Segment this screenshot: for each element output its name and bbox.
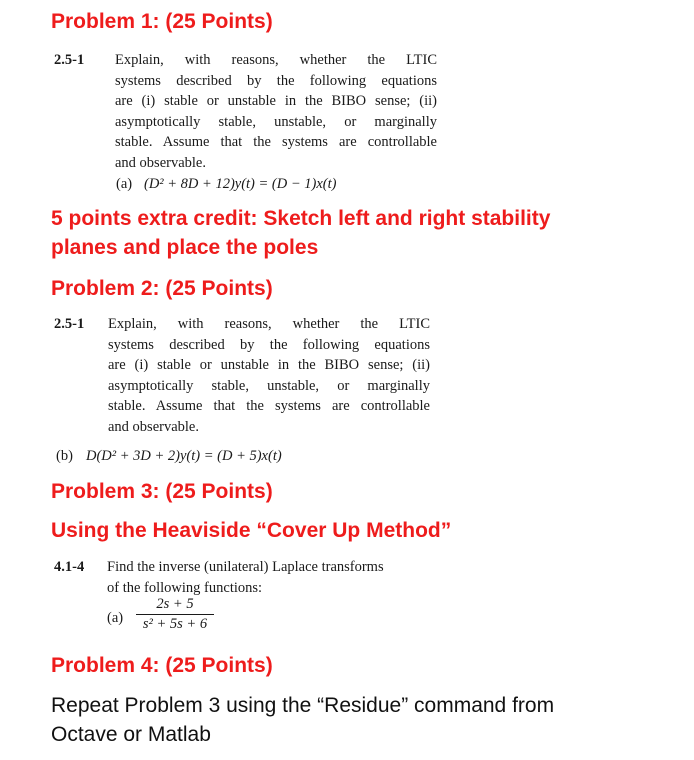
problem2-excerpt-line-2: systems described by the following equations: [108, 336, 430, 353]
problem4-text-line-2: Octave or Matlab: [51, 723, 211, 746]
problem2-excerpt-number: 2.5-1: [54, 316, 85, 332]
problem1-excerpt-line-1: Explain, with reasons, whether the LTIC: [115, 52, 437, 68]
extra-credit-line-2: planes and place the poles: [51, 236, 319, 259]
problem3-excerpt-line-1: Find the inverse (unilateral) Laplace transforms: [107, 559, 384, 575]
problem3-part-label: (a): [107, 610, 124, 626]
problem2-textbook-excerpt: [54, 314, 431, 464]
problem1-excerpt-line-3: are (i) stable or unstable in the BIBO sense; (ii): [115, 93, 437, 110]
problem3-heading: Problem 3: (25 Points): [51, 480, 273, 503]
problem3-fraction: [136, 596, 214, 633]
problem2-heading: Problem 2: (25 Points): [51, 277, 273, 300]
problem2-excerpt-line-3: are (i) stable or unstable in the BIBO sense; (ii): [108, 357, 430, 374]
problem1-excerpt-number: 2.5-1: [54, 52, 85, 68]
problem1-textbook-excerpt: [54, 50, 437, 200]
problem1-equation: (D² + 8D + 12)y(t) = (D − 1)x(t): [144, 176, 337, 192]
problem1-excerpt-line-5: stable. Assume that the systems are controllable: [115, 134, 437, 151]
extra-credit-line-1: 5 points extra credit: Sketch left and right stability: [51, 207, 551, 230]
problem3-textbook-excerpt: [54, 557, 434, 647]
problem3-excerpt-number: 4.1-4: [54, 559, 85, 575]
problem2-excerpt-line-4: asymptotically stable, unstable, or marginally: [108, 377, 430, 394]
problem2-excerpt-line-6: and observable.: [108, 419, 199, 435]
problem4-text-line-1: Repeat Problem 3 using the “Residue” command from: [51, 694, 555, 717]
problem3-denominator: s² + 5s + 6: [142, 616, 208, 632]
problem1-excerpt-line-2: systems described by the following equations: [115, 72, 437, 89]
problem2-excerpt-line-1: Explain, with reasons, whether the LTIC: [108, 316, 430, 332]
problem2-part-label: (b): [56, 448, 73, 464]
problem1-excerpt-line-6: and observable.: [115, 155, 206, 171]
problem3-numerator: 2s + 5: [136, 596, 214, 615]
problem1-excerpt-line-4: asymptotically stable, unstable, or marginally: [115, 113, 437, 130]
problem1-part-label: (a): [116, 176, 133, 192]
problem3-excerpt-line-2: of the following functions:: [107, 579, 263, 596]
problem3-subheading: Using the Heaviside “Cover Up Method”: [51, 519, 452, 542]
problem4-heading: Problem 4: (25 Points): [51, 654, 273, 677]
problem2-equation: D(D² + 3D + 2)y(t) = (D + 5)x(t): [86, 448, 282, 464]
problem2-excerpt-line-5: stable. Assume that the systems are controllable: [108, 398, 430, 415]
problem1-heading: Problem 1: (25 Points): [51, 10, 273, 33]
